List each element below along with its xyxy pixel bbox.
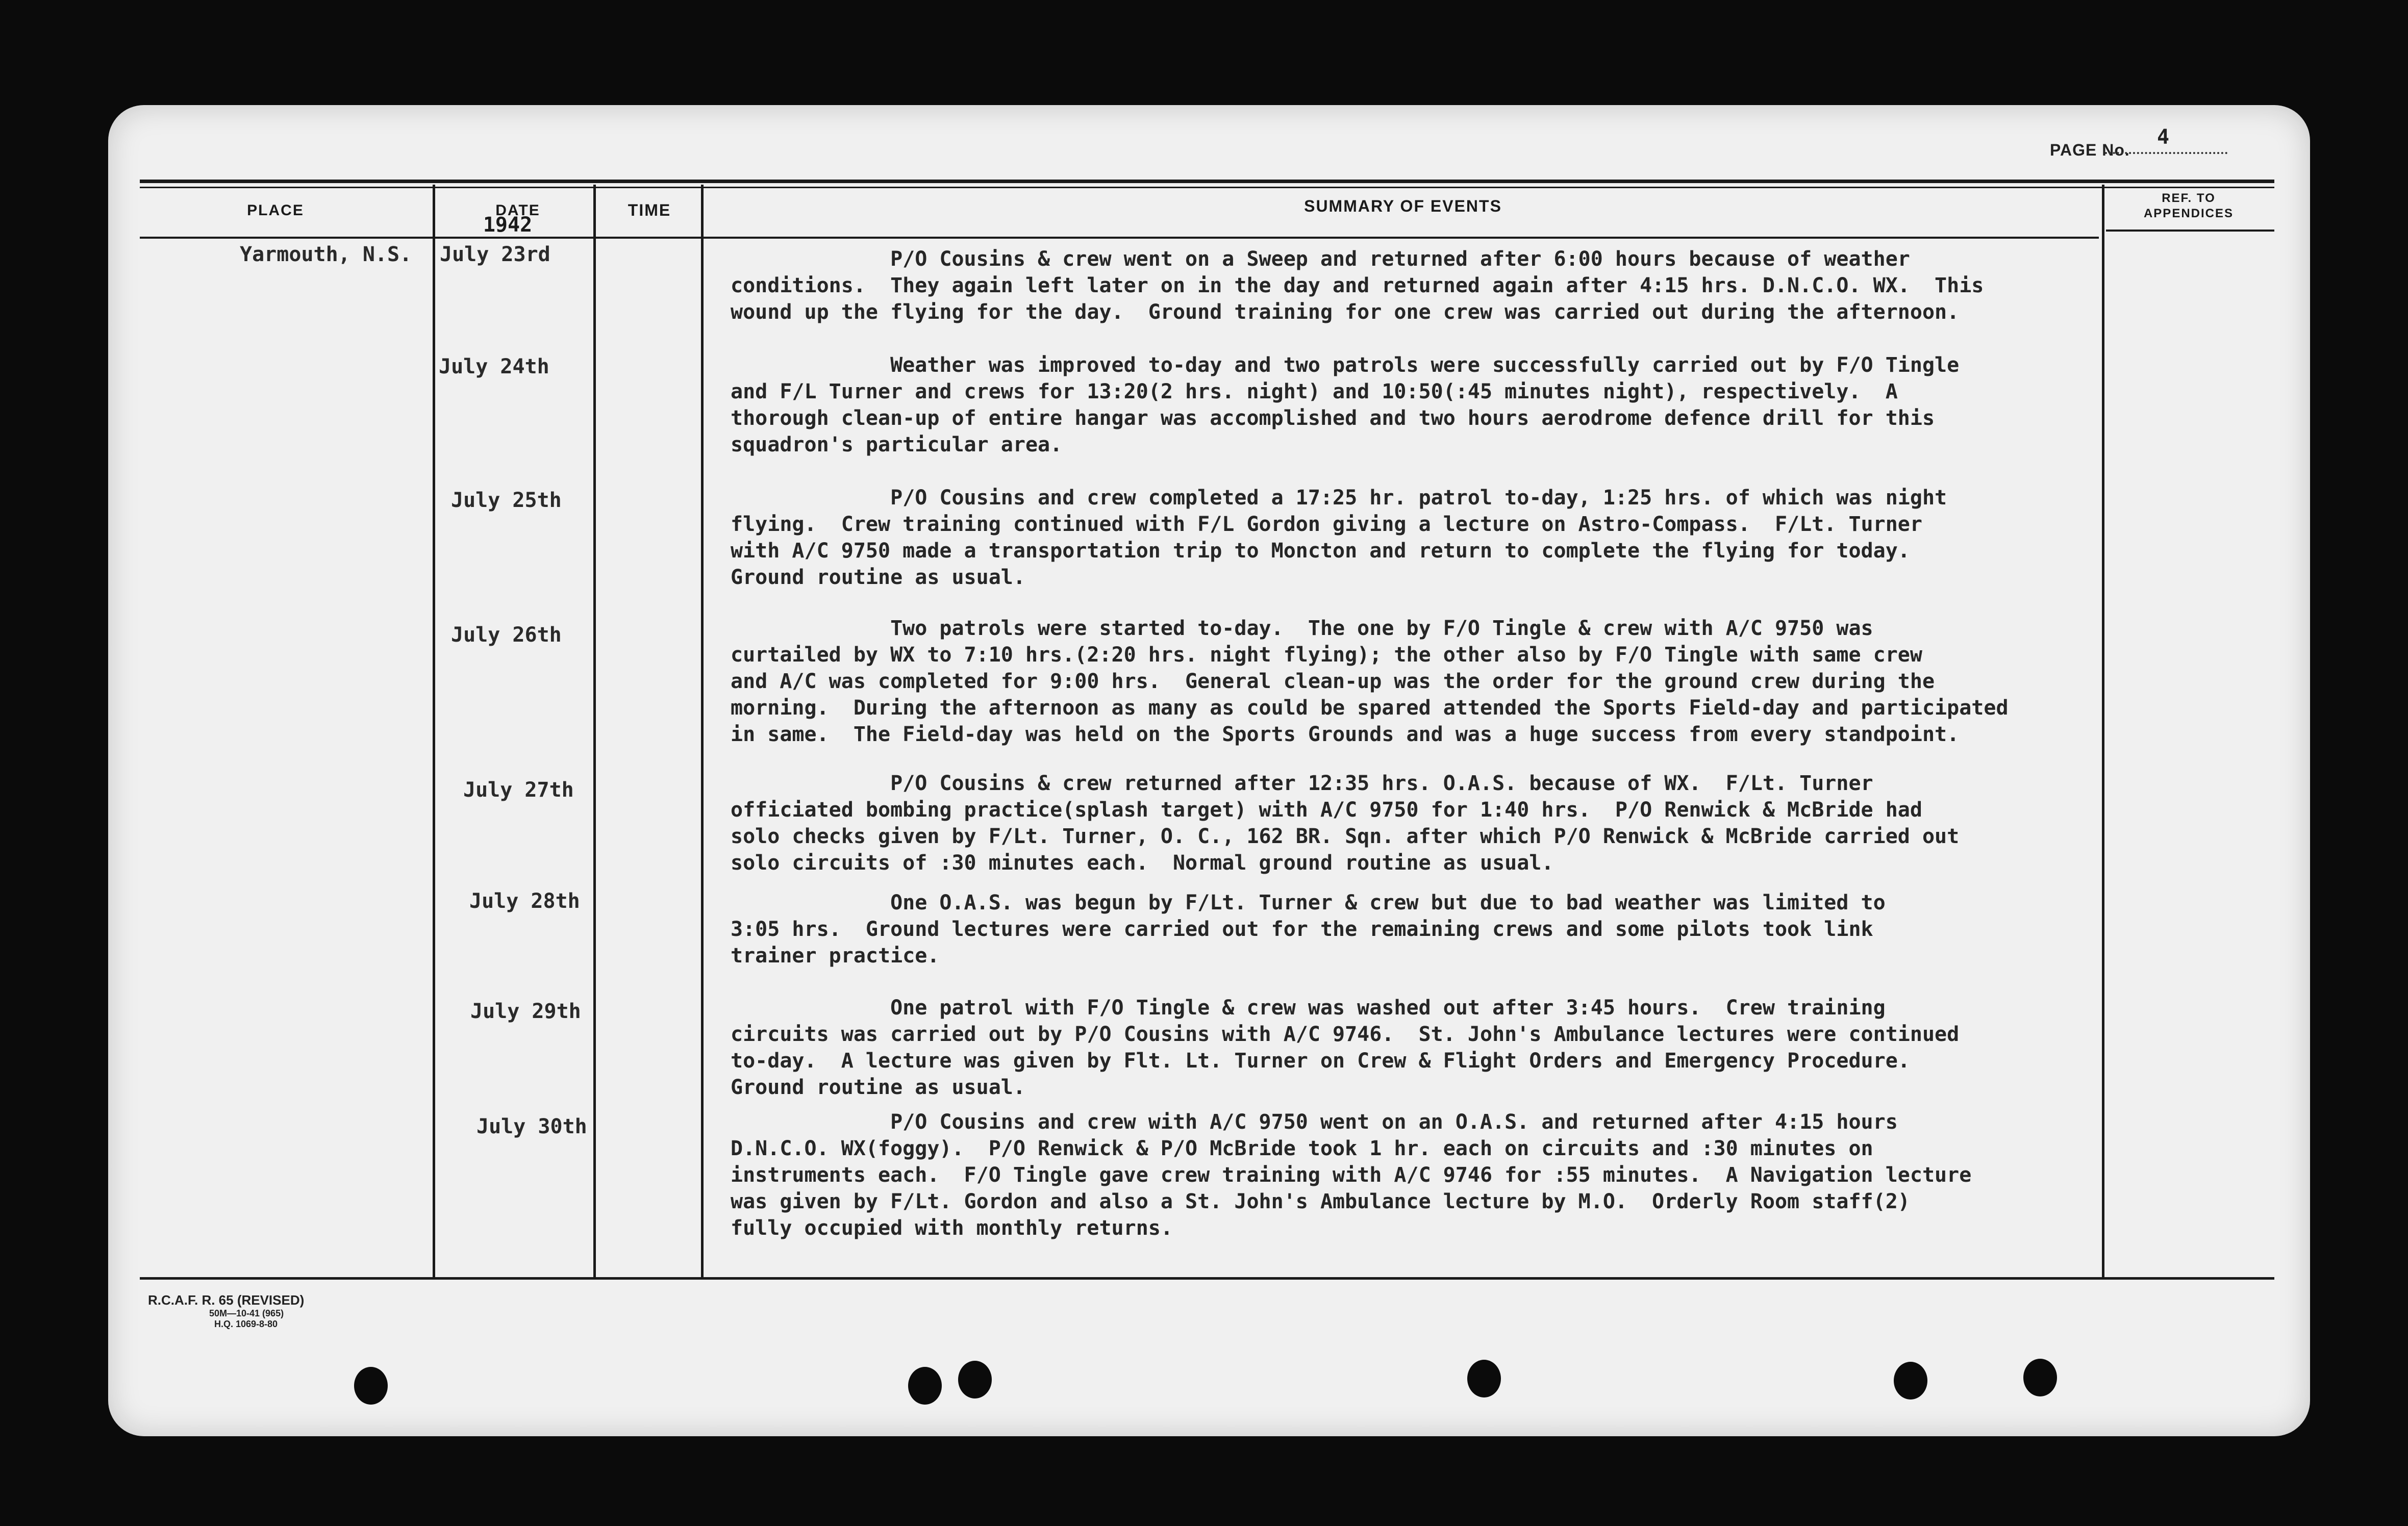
punch-hole bbox=[908, 1367, 942, 1405]
page-number bbox=[2050, 125, 2170, 160]
page-number-label: PAGE No. bbox=[2050, 141, 2130, 159]
summary-entry-1: P/O Cousins & crew went on a Sweep and returned after 6:00 hours because of weather conditions. They again left later on in the day and returned again after 4:15 hrs. D.N.C.O. WX. This wound up the flying for the day. Ground training for one crew was carried out during the afternoon. bbox=[731, 247, 1984, 324]
date-entry-4: July 26th bbox=[451, 623, 562, 647]
summary-entry-4: Two patrols were started to-day. The one by F/O Tingle & crew with A/C 9750 was curtailed by WX to 7:10 hrs.(2:20 hrs. night flying); the other also by F/O Tingle with same crew and A/C was completed for 9:00 hrs. General clean-up was the order for the ground crew during the morning. During the afternoon as many as could be spared attended the Sports Field-day and participated in same. The Field-day was held on the Sports Grounds and was a huge success from every standpoint. bbox=[731, 617, 2009, 746]
date-entry-1: July 23rd bbox=[440, 243, 550, 266]
header-date: DATE bbox=[495, 202, 540, 219]
summary-entry-3: P/O Cousins and crew completed a 17:25 hr. patrol to-day, 1:25 hrs. of which was night flying. Crew training continued with F/L Gordon giving a lecture on Astro-Compass. F/Lt. Turner with A/C 9750 made a transportation trip to Moncton and return to complete the flying for today. Ground routine as usual. bbox=[731, 486, 1947, 589]
summary-entry-5: P/O Cousins & crew returned after 12:35 hrs. O.A.S. because of WX. F/Lt. Turner officiated bombing practice(splash target) with A/C 9750 for 1:40 hrs. P/O Renwick & McBride had solo checks given by F/Lt. Turner, O. C., 162 BR. Sqn. after which P/O Renwick & McBride carried out solo circuits of :30 minutes each. Normal ground routine as usual. bbox=[731, 772, 1960, 875]
header-time: TIME bbox=[628, 201, 671, 219]
summary-entry-6: One O.A.S. was begun by F/Lt. Turner & crew but due to bad weather was limited to 3:05 hrs. Ground lectures were carried out for the remaining crews and some pilots took link trainer practice. bbox=[731, 891, 1886, 968]
page-number-value: 4 bbox=[2157, 125, 2170, 149]
header-ref: REF. TO APPENDICES bbox=[2143, 191, 2234, 220]
col-rule-date bbox=[593, 185, 596, 1279]
date-entry-3: July 25th bbox=[451, 489, 562, 512]
date-entry-2: July 24th bbox=[439, 355, 549, 378]
punch-hole bbox=[1894, 1362, 1927, 1400]
col-rule-place bbox=[433, 185, 435, 1279]
form-hq-code: H.Q. 1069-8-80 bbox=[214, 1319, 278, 1329]
header-rule-ref bbox=[2106, 230, 2274, 232]
date-entry-7: July 29th bbox=[470, 1000, 581, 1023]
punch-hole bbox=[2023, 1359, 2057, 1396]
place-value: Yarmouth, N.S. bbox=[240, 243, 412, 266]
summary-entry-2: Weather was improved to-day and two patrols were successfully carried out by F/O Tingle and F/L Turner and crews for 13:20(2 hrs. night) and 10:50(:45 minutes night), respectively. A thorough clean-up of entire hangar was accomplished and two hours aerodrome defence drill for this squadron's particular area. bbox=[731, 353, 1960, 456]
form-number: R.C.A.F. R. 65 (REVISED) bbox=[148, 1292, 305, 1308]
header-year: 1942 bbox=[483, 213, 533, 237]
summary-entry-8: P/O Cousins and crew with A/C 9750 went on an O.A.S. and returned after 4:15 hours D.N.C.O. WX(foggy). P/O Renwick & P/O McBride took 1 hr. each on circuits and :30 minutes on instruments each. F/O Tingle gave crew training with A/C 9746 for :55 minutes. A Navigation lecture was given by F/Lt. Gordon and also a St. John's Ambulance lecture by M.O. Orderly Room staff(2) fully occupied with monthly returns. bbox=[731, 1110, 1972, 1240]
punch-hole bbox=[958, 1361, 992, 1398]
bottom-rule bbox=[140, 1277, 2274, 1280]
form-print-code: 50M—10-41 (965) bbox=[209, 1308, 284, 1318]
summary-entry-7: One patrol with F/O Tingle & crew was washed out after 3:45 hours. Crew training circuits was carried out by P/O Cousins with A/C 9746. St. John's Ambulance lectures were continued to-day. A lecture was given by Flt. Lt. Turner on Crew & Flight Orders and Emergency Procedure. Ground routine as usual. bbox=[731, 996, 1960, 1099]
form-identifier bbox=[148, 1292, 304, 1330]
top-rule bbox=[140, 180, 2274, 183]
punch-hole bbox=[1467, 1360, 1501, 1397]
page-number-dots bbox=[2105, 152, 2227, 154]
date-entry-8: July 30th bbox=[476, 1115, 587, 1138]
header-summary: SUMMARY OF EVENTS bbox=[1304, 197, 1502, 215]
top-rule-thin bbox=[140, 187, 2274, 188]
col-rule-time bbox=[701, 185, 704, 1279]
date-entry-5: July 27th bbox=[463, 778, 574, 802]
punch-hole bbox=[354, 1367, 388, 1405]
date-entry-6: July 28th bbox=[469, 889, 580, 913]
header-place: PLACE bbox=[247, 202, 304, 219]
